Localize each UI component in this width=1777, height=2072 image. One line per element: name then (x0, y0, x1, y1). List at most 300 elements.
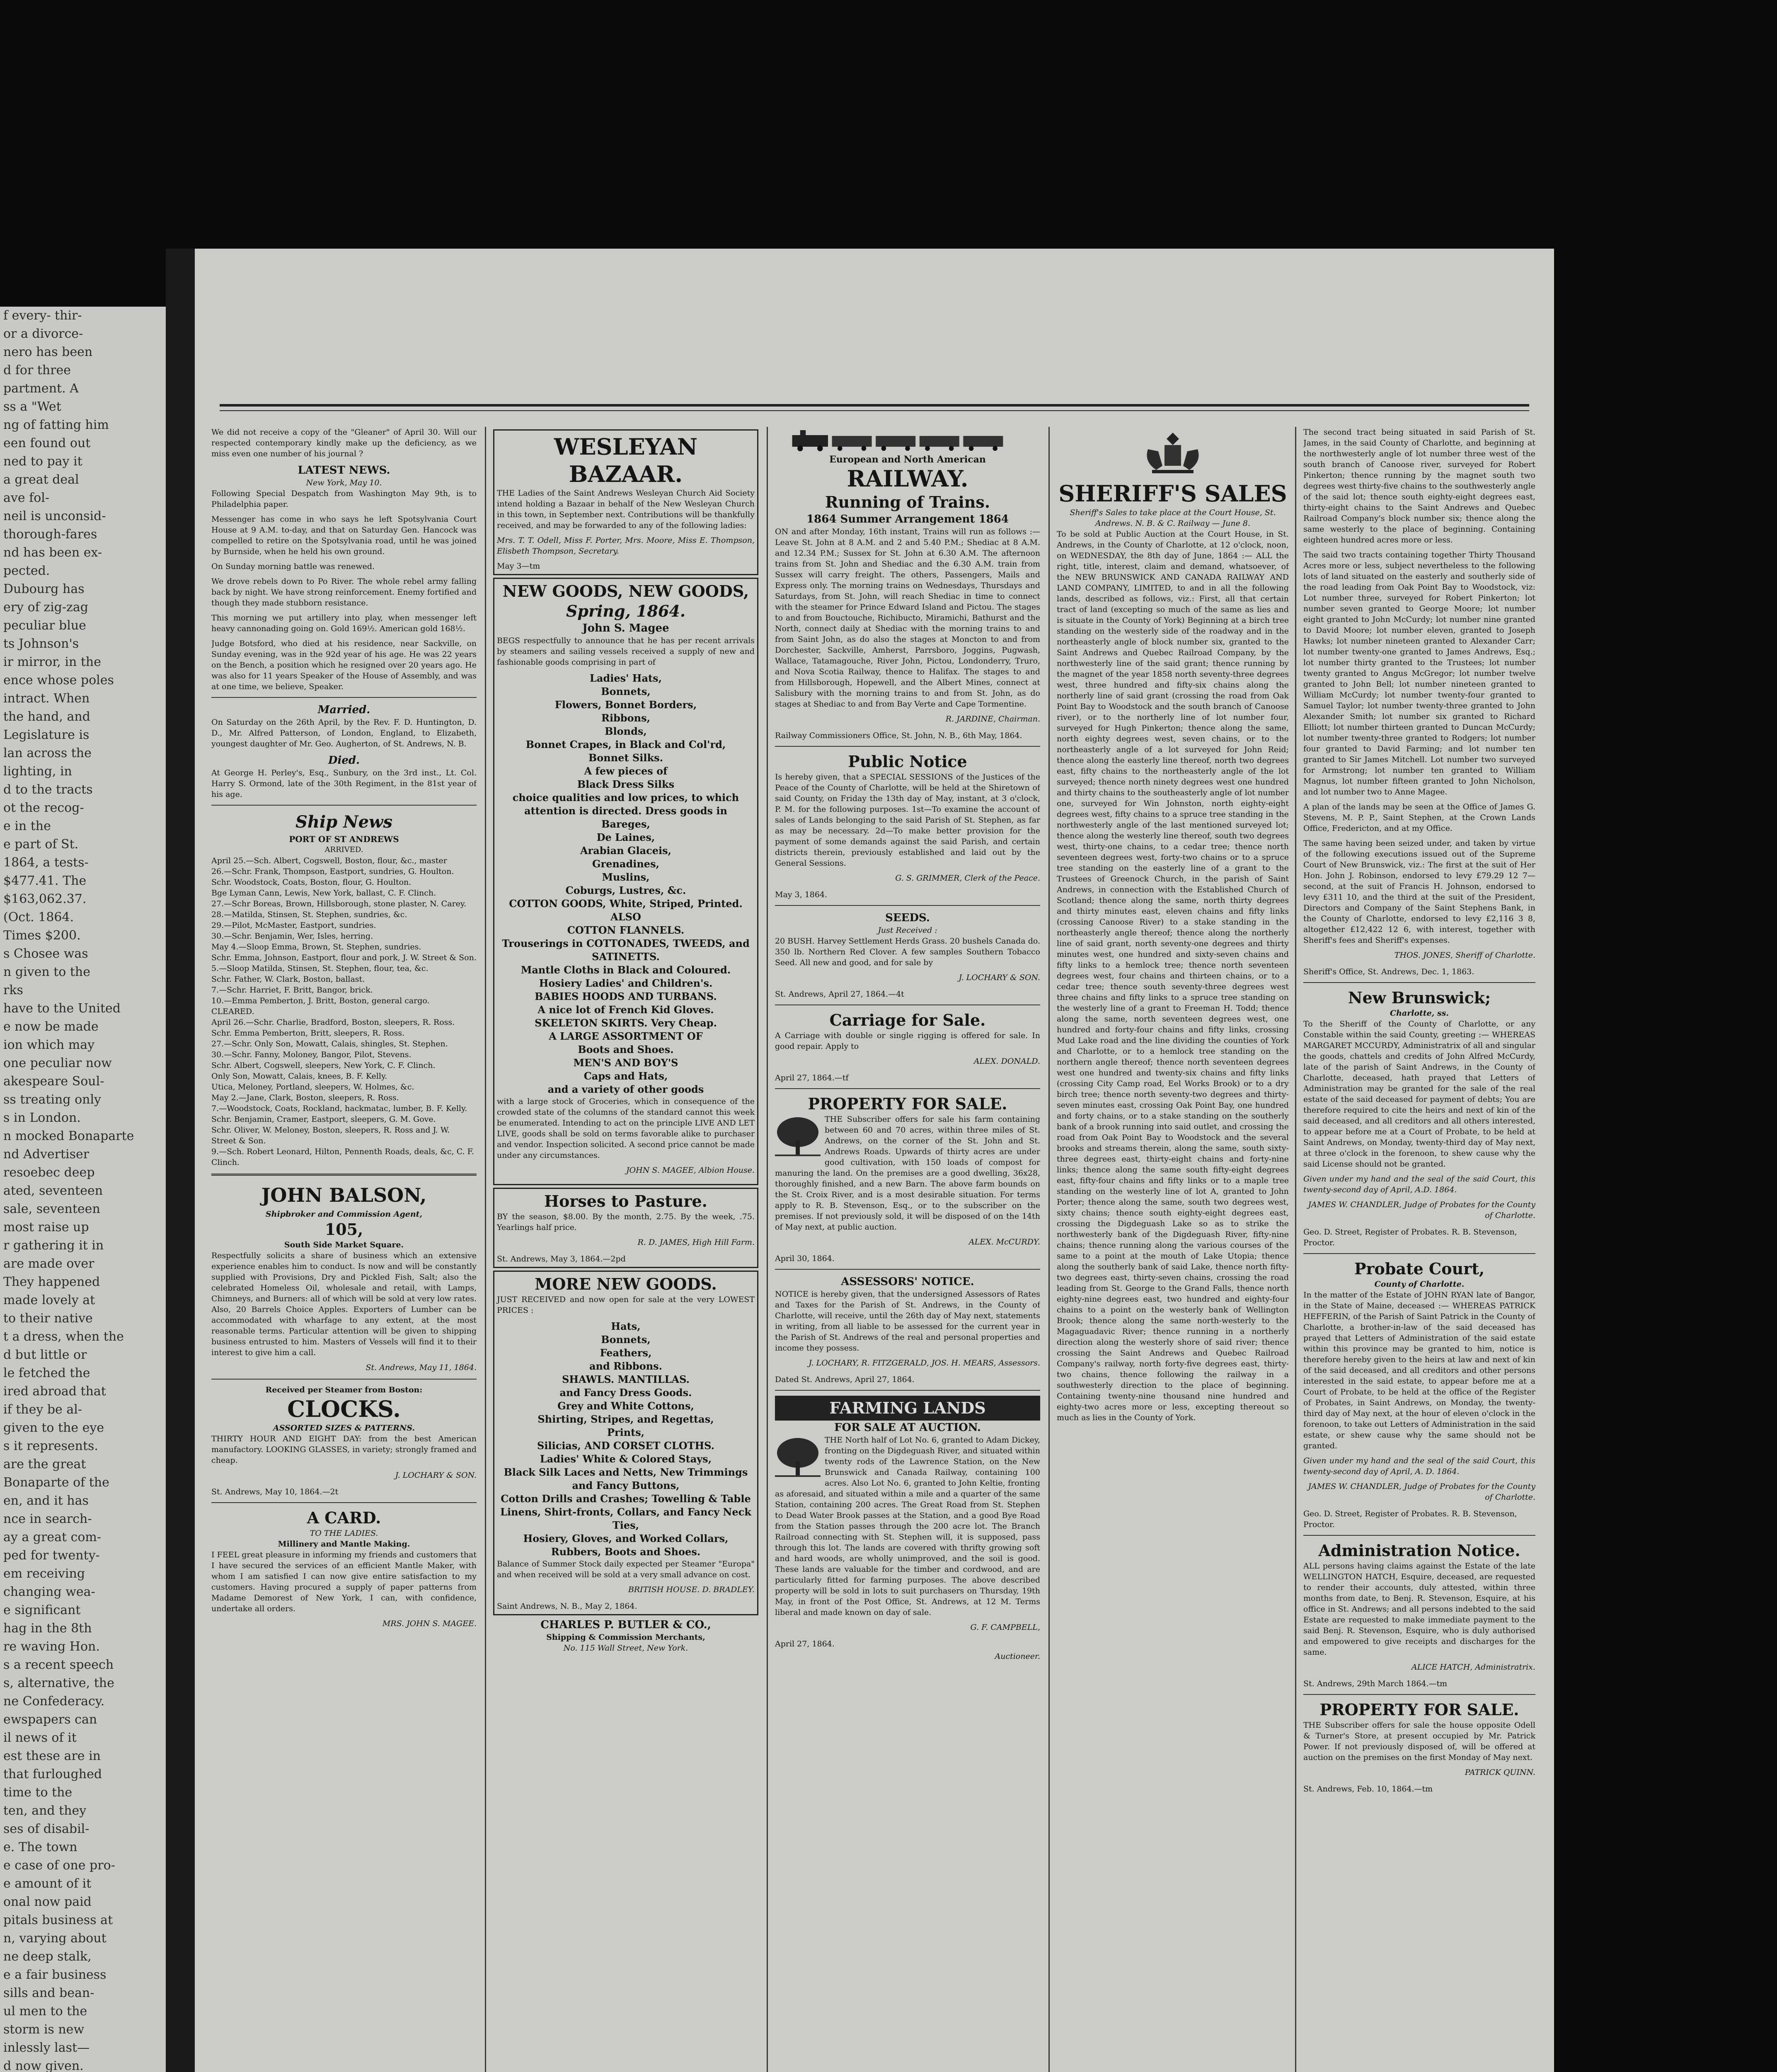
property-sale-signature: PATRICK QUINN. (1465, 1768, 1535, 1777)
ship-entry: Schr. Woodstock, Coats, Boston, flour, G. Houlton. (211, 878, 412, 887)
previous-page-text-line: e a fair business (3, 1968, 107, 1982)
divider (1303, 1694, 1535, 1695)
new-goods-item: Bonnets, (601, 685, 651, 697)
column-2 (493, 427, 758, 2072)
more-goods-item: Prints, (607, 1426, 645, 1438)
seeds-signature: J. LOCHARY & SON. (959, 973, 1040, 982)
previous-page-text-line: peculiar blue (3, 618, 86, 633)
carriage-body: A Carriage with double or single rigging is offered for sale. In good repair. Apply to (775, 1031, 1040, 1051)
column-4 (1057, 427, 1289, 2072)
previous-page-text-line: ence whose poles (3, 673, 114, 687)
ship-entry: 30.—Schr. Fanny, Moloney, Bangor, Pilot, Stevens. (211, 1050, 412, 1059)
masthead-rule-thin (220, 410, 1529, 411)
more-goods-signature: BRITISH HOUSE. D. BRADLEY. (628, 1585, 755, 1594)
new-goods-item: Bonnet Silks. (588, 752, 663, 764)
sheriff-intro: Sheriff's Sales to take place at the Court House, St. Andrews. N. B. & C. Railway — June 8. (1070, 508, 1276, 528)
new-goods-item: and a variety of other goods (547, 1083, 704, 1095)
previous-page-text-line: e significant (3, 1603, 81, 1617)
balson-body: Respectfully solicits a share of business which an extensive experience enables him to conduct. Is now and will be constantly supplied with Provisions, Dry and Pickled Fish, Salt; also the celebrated Homeless Oil, wholesale and retail, with Lamps, Chimneys, and Burners: all of which will be sold at very low rates. Also, 20 Barrels Choice Apples. Exporters of Lumber can be accommodated with wharfage to any extent, at the most reasonable terms. Particular attention will be given to shipping business entrusted to him. Masters of Vessels will find it to their interest to give him a call. (211, 1251, 477, 1357)
previous-page-text-line: ten, and they (3, 1803, 87, 1818)
balson-date: St. Andrews, May 11, 1864. (366, 1363, 477, 1372)
previous-page-text-line: est these are in (3, 1749, 101, 1763)
previous-page-text-line: ne deep stalk, (3, 1949, 92, 1964)
latest-dateline: New York, May 10. (306, 478, 382, 487)
more-goods-item: Hats, (611, 1320, 641, 1332)
previous-page-text-line: n, varying about (3, 1931, 107, 1946)
more-goods-item: Grey and White Cottons, (557, 1400, 694, 1412)
railway-body: ON and after Monday, 16th instant, Trains will run as follows :— Leave St. John at 8 A.M. and 2 and 5.40 P.M.; Shediac at 8 A.M. and 12.34 P.M.; Sussex for St. John at 6.30 A.M. The afternoon trains from St. John and Shediac and the 6.30 A.M. train from Sussex will carry freight. The others, Passengers, Mails and Express only. The morning trains on Wednesdays, Thursdays and Saturdays, from St. John, will reach Shediac in time to connect with the steamer for Prince Edward Island and Pictou. The stages to and from Bouctouche, Richibucto, Miramichi, Bathurst and the North, connect daily at Shediac with the morning trains to and from Saint John, as do also the stages at Moncton to and from Dorchester, Sackville, Amherst, Parrsboro, Joggins, Pugwash, Wallace, Tatamagouche, River John, Pictou, Londonderry, Truro, and Nova Scotia Railway, thence to Halifax. The stages to and from Hillsborough, Hopewell, and the Albert Mines, connect at Salisbury with the morning trains to and from St. John, as do stages at Shediac to and from Bay Verte and Cape Tormentine. (775, 527, 1040, 709)
nb-body: To the Sheriff of the County of Charlotte, or any Constable within the said County, greeting :— WHEREAS MARGARET MCCURDY, Administratrix of all and singular the goods, chattels and credits of John Alfred McCurdy, late of the parish of Saint Andrews, in the County of Charlotte, deceased, hath prayed that Letters of Administration may be granted for the sale of the real estate of the said deceased for payment of debts; You are therefore required to cite the heirs and next of kin of the said deceased, and all creditors and all others interested, to appear before me at a Court of Probate, to be held at Saint Andrews, on Monday, twenty-third day of May next, at three o'clock in the forenoon, to shew cause why the said License should not be granted. (1303, 1019, 1535, 1169)
previous-page-text-line: partment. A (3, 381, 79, 396)
divider (211, 1502, 477, 1503)
new-goods-item: Caps and Hats, (583, 1070, 668, 1082)
card-subtitle-2: Millinery and Mantle Making. (278, 1539, 410, 1549)
property-body: THE Subscriber offers for sale his farm containing between 60 and 70 acres, within three miles of St. Andrews, on the corner of the St. John and St. Andrews Roads. Upwards of thirty acres are under good cultivation, with 150 loads of compost for manuring the land. On the premises are a good dwelling, 36x28, thoroughly finished, and a new Barn. The above farm bounds on the St. Croix River, and is a most desirable situation. For terms apply to R. B. Stevenson, Esq., or to the subscriber on the premises. If not previously sold, it will be disposed of on the 14th of May next, at public auction. (775, 1115, 1040, 1232)
latest-p3: On Sunday morning battle was renewed. (211, 562, 375, 571)
previous-page-text-line: lan across the (3, 746, 92, 760)
previous-page-text-line: changing wea- (3, 1585, 95, 1599)
horses-date: St. Andrews, May 3, 1864.—2pd (497, 1254, 626, 1264)
previous-page-text-line: f every- thir- (3, 308, 82, 323)
more-goods-item: Feathers, (600, 1347, 652, 1359)
seeds-body: 20 BUSH. Harvey Settlement Herds Grass. 20 bushels Canada do. 350 lb. Northern Red Clover. A few samples Southern Tobacco Seed. All new and good, and for sale by (775, 937, 1040, 967)
horses-signature: R. D. JAMES, High Hill Farm. (637, 1238, 755, 1247)
sheriff-heading: SHERIFF'S SALES (1058, 480, 1287, 507)
balson-subtitle: Shipbroker and Commission Agent, (265, 1210, 423, 1219)
railway-heading-4: 1864 Summer Arrangement 1864 (806, 513, 1009, 525)
ship-entry: Only Son, Mowatt, Calais, knees, B. F. Kelly. (211, 1072, 387, 1081)
property-sale-date: St. Andrews, Feb. 10, 1864.—tm (1303, 1784, 1433, 1794)
farming-role: Auctioneer. (995, 1652, 1040, 1661)
more-goods-item: Silicias, AND CORSET CLOTHS. (537, 1440, 714, 1452)
tree-illustration (775, 1116, 821, 1157)
seeds-heading: SEEDS. (885, 912, 930, 924)
previous-page-text-line: s a recent speech (3, 1658, 114, 1672)
ship-entry: 9.—Sch. Robert Leonard, Hilton, Pennenth Roads, deals, &c, C. F. Clinch. (211, 1147, 474, 1167)
divider (775, 1390, 1040, 1391)
divider (211, 1174, 477, 1176)
ship-entry: 27.—Schr Boreas, Brown, Hillsborough, stone plaster, N. Carey. (211, 899, 467, 908)
new-goods-item: Black Dress Silks (577, 778, 675, 790)
ship-entry: Schr. Oliver, W. Meloney, Boston, sleepers, R. Ross and J. W. Street & Son. (211, 1126, 450, 1145)
newspaper-page (195, 249, 1554, 2072)
previous-page-text-line: Times $200. (3, 928, 81, 943)
column-rule (1048, 427, 1050, 2072)
arrived-label: ARRIVED. (324, 845, 363, 854)
new-goods-item: Arabian Glaceis, (580, 845, 672, 857)
ship-entry: 29.—Pilot, McMaster, Eastport, sundries. (211, 921, 376, 930)
balson-heading: JOHN BALSON, (261, 1184, 427, 1206)
sheriff-body: To be sold at Public Auction at the Court House, in St. Andrews, in the County of Charlotte, at 12 o'clock, noon, on WEDNESDAY, the 8th day of June, 1864 :— ALL the right, title, interest, claim and demand, whatsoever, of the NEW BRUNSWICK AND CANADA RAILWAY AND LAND COMPANY, LIMITED, to and in all the following lands, described as follows, viz.: First, all that certain tract of land (excepting so much of the same as lies and is situate in the County of York) Beginning at a birch tree standing on the westerly side of the roadway and in the northeasterly angle of block number six, granted to the Saint Andrews and Quebec Railroad Company, by the northwesterly line of the said grant; thence running by the magnet of the year 1858 north seventy-three degrees west, three hundred and fifty-six chains along the northerly line of said grant (crossing the road from Oak Point Bay to Woodstock and the south branch of Canoose river), or to the northerly line of lot number four, surveyed for Hugh Pinkerton; thence along the same, north eighty degrees west, seven chains, or to the northeasterly angle of a lot surveyed for John Reid; thence along the easterly line thereof, north two degrees east, fifty chains to the northeasterly angle of the lot surveyed; thence north ninety degrees west one hundred and thirty chains to the southeasterly angle of lot number one, surveyed for Win Johnston, north eighty-eight degrees west, fifty chains to a spruce tree standing in the northwesterly angle of the last mentioned surveyed lot; thence along the westerly line thereof, south two degrees west, thirty-one chains, to a cedar tree; thence north seventeen degrees west, forty-two chains or to a spruce tree standing on the easterly line of a grant to the Trustees of Greenock Church, in the parish of Saint Andrews, in connection with the Established Church of Scotland; thence along the same, north thirty degrees and thirty minutes east, eleven chains and fifty links (crossing Canoose River) to a stake standing in the northeasterly angle thereof; thence along the northerly line of said grant, north seventy-one degrees and thirty minutes west, one hundred and sixty-seven chains and fifty links to a hemlock tree; thence north seventeen degrees west, four chains and thirteen chains, or to a cedar tree; thence south seventy-three degrees west three chains and fifty links to a spruce tree standing on the westerly line of a grant to Freeman H. Todd; thence along the same, north seventeen degrees west, one hundred and forty-four chains and fifty links, crossing Mud Lake road and the line dividing the counties of York and Charlotte, or to a hemlock tree standing on the northern angle thereof; thence north seventeen degrees west one hundred and twenty-six chains and fifty links (crossing City Camp road, Eel Works Brook) or to a dry birch tree; thence north seventy-two degrees and thirty-seven minutes east, crossing Oak Point Bay, one hundred and forty chains, or to a stake standing on the southerly bank of a brook running into said outlet, and crossing the road from Oak Point Bay to Woodstock and the several brooks and streams therein, along the same, south sixty-three degrees east, thirty-eight chains and forty-nine links; thence along the same south fifty-eight degrees east, fifty-four chains and fifty links or to a maple tree standing on the westerly line of lot A, granted to John Porter; thence along the same, south two degrees west, sixty chains; thence south eighty-eight degrees east, crossing the Digdeguash Lake so as to strike the northwesterly bank of the Digdeguash River, fifty-nine chains; thence running along the various courses of the same to a point at the mouth of Lake Utopia; thence along the southerly bank of said Lake, thence north fifty-two degrees east, thirty-seven chains, crossing the road leading from St. George to the Grand Falls, thence north eighty-nine degrees east, two hundred and eighty-four chains to a point on the westerly bank of Wellington Brook; thence along the same north-westerly to the Magaguadavic River; thence running in a northerly direction along the westerly shore of said river; thence crossing the Saint Andrews and Quebec Railroad Company's railway, north forty-five degrees east, thirty-two chains, thence following the railway in a southwesterly direction to the place of beginning. Containing twenty-nine thousand nine hundred and eighty-two acres more or less, excepting thereout so much as lies in the County of York. (1057, 530, 1289, 1422)
more-goods-heading: MORE NEW GOODS. (535, 1275, 717, 1293)
column-rule (485, 427, 486, 2072)
ship-entry: CLEARED. (211, 1007, 254, 1016)
previous-page-text-line: or a divorce- (3, 327, 83, 341)
property-sale-heading: PROPERTY FOR SALE. (1319, 1700, 1519, 1719)
railway-heading-3: Running of Trains. (825, 493, 990, 511)
assessors-signature: J. LOCHARY, R. FITZGERALD, JOS. H. MEARS, Assessors. (809, 1358, 1040, 1368)
railway-signature: R. JARDINE, Chairman. (945, 714, 1040, 724)
more-goods-item: Black Silk Laces and Netts, New Trimmings and Fancy Buttons, (504, 1466, 748, 1491)
married-notice: On Saturday on the 26th April, by the Rev. F. D. Huntington, D. D., Mr. Alfred Patterson, of London, England, to Elizabeth, youngest daughter of Mr. Geo. Augherton, of St. Andrews, N. B. (211, 718, 477, 748)
balson-number: 105, (324, 1220, 363, 1239)
butler-heading: CHARLES P. BUTLER & CO., (540, 1619, 711, 1631)
public-notice-signature: G. S. GRIMMER, Clerk of the Peace. (895, 874, 1040, 883)
new-goods-item: Bareges, (601, 818, 650, 830)
previous-page-text-line: are the great (3, 1457, 86, 1472)
latest-p2: Messenger has come in who says he left Spotsylvania Court House at 9 A.M. to-day, and that on Saturday Gen. Hancock was compelled to retire on the Spotsylvania road, until he was joined by Burnside, when he held his own ground. (211, 515, 477, 556)
new-goods-items (497, 672, 755, 1096)
new-goods-signature: JOHN S. MAGEE, Albion House. (626, 1166, 755, 1175)
new-goods-item: BABIES HOODS AND TURBANS. (535, 990, 717, 1002)
previous-page-text-line: pected. (3, 564, 50, 578)
previous-page-text-line: have to the United (3, 1001, 121, 1016)
previous-page-text-line: s, alternative, the (3, 1676, 114, 1690)
died-notice: At George H. Perley's, Esq., Sunbury, on the 3rd inst., Lt. Col. Harry S. Ormond, late of the 30th Regiment, in the 81st year of his age. (211, 768, 477, 799)
masthead-rule (220, 404, 1529, 407)
new-goods-item: A few pieces of (584, 765, 668, 777)
ship-entry: 28.—Matilda, Stinsen, St. Stephen, sundries, &c. (211, 910, 407, 919)
farming-subtitle: FOR SALE AT AUCTION. (834, 1421, 981, 1434)
more-goods-body: JUST RECEIVED and now open for sale at the very LOWEST PRICES : (497, 1295, 755, 1315)
probate-subtitle: County of Charlotte. (1374, 1280, 1465, 1289)
previous-page-text-line: sills and bean- (3, 1986, 94, 2000)
previous-page-text-line: (Oct. 1864. (3, 910, 74, 925)
previous-page-text-line: a great deal (3, 472, 79, 487)
new-goods-ad (493, 578, 758, 1185)
farming-body: THE North half of Lot No. 6, granted to Adam Dickey, fronting on the Digdeguash River, and situated within twenty rods of the Lawrence Station, on the New Brunswick and Canada Railway, containing 100 acres. Also Lot No. 6, granted to John Keltie, fronting as aforesaid, and situated within a mile and a quarter of the same Station, containing 200 acres. The Great Road from St. Stephen to Dead Water Brook passes at the Station, and a good Bye Road from the Station passes through the 200 acre lot. The Branch Railroad connecting with St. Stephen will, it is supposed, pass through this lot. The lands are covered with thrifty growing soft and hard woods, are wholly unimproved, and the soil is good. These lands are valuable for the timber and cordwood, and are particularly fitted for farming purposes. The above described property will be sold in lots to suit purchasers on Thursday, 19th May, in front of the Post Office, St. Andrews, at 12 M. Terms liberal and made known on day of sale. (775, 1435, 1040, 1617)
card-signature: MRS. JOHN S. MAGEE. (382, 1619, 477, 1628)
previous-page-text-line: ts Johnson's (3, 637, 79, 651)
previous-page-text-line: time to the (3, 1785, 73, 1800)
previous-page-text-line: nce in search- (3, 1512, 92, 1526)
previous-page-text-line: sale, seventeen (3, 1202, 100, 1216)
new-goods-item: Muslins, (602, 871, 650, 883)
previous-page-text-line: een found out (3, 436, 91, 450)
previous-page-text-line: storm is new (3, 2022, 85, 2037)
previous-page-text-line: r gathering it in (3, 1238, 104, 1253)
previous-page-text-line: ewspapers can (3, 1712, 97, 1727)
probate-given: Given under my hand and the seal of the said Court, this twenty-second day of April, A. D. 1864. (1303, 1456, 1535, 1476)
train-illustration (788, 429, 1027, 452)
new-goods-merchant: John S. Magee (582, 622, 669, 634)
gleaner-note: We did not receive a copy of the "Gleaner" of April 30. Will our respected contemporary kindly make up the deficiency, as we miss even one number of his journal ? (211, 428, 477, 458)
previous-page-text-line: lighting, in (3, 764, 72, 779)
previous-page-text-line: e in the (3, 819, 51, 833)
more-goods-item: Shirting, Stripes, and Regettas, (537, 1413, 714, 1425)
card-subtitle: TO THE LADIES. (310, 1529, 378, 1538)
seeds-subtitle: Just Received : (878, 926, 937, 935)
previous-page-text-line: $163,062.37. (3, 892, 87, 906)
previous-page-text-line: ses of disabil- (3, 1822, 90, 1836)
new-goods-heading: NEW GOODS, NEW GOODS, (502, 582, 749, 600)
new-goods-body-2: with a large stock of Groceries, which in consequence of the crowded state of the columns of the standard cannot this week be enumerated. Intending to act on the principle LIVE AND LET LIVE, goods shall be sold on terms favorable alike to purchaser and vendor. Inspection solicited. A second price cannot be made under any circumstances. (497, 1097, 755, 1160)
nb-register: Geo. D. Street, Register of Probates. R. B. Stevenson, Proctor. (1303, 1227, 1517, 1247)
ship-entry: April 25.—Sch. Albert, Cogswell, Boston, flour, &c., master (211, 856, 447, 865)
previous-page-text-line: $477.41. The (3, 874, 87, 888)
previous-page-text-line: if they be al- (3, 1402, 82, 1417)
more-goods-item: Bonnets, (601, 1334, 651, 1346)
ship-entry: Schr. Father, W. Clark, Boston, ballast. (211, 975, 365, 984)
divider (211, 1379, 477, 1380)
previous-page-text-line: rks (3, 983, 23, 997)
divider (1303, 1253, 1535, 1254)
ship-entry: Schr. Benjamin, Cramer, Eastport, sleepers, G. M. Gove. (211, 1115, 436, 1124)
previous-page-text-line: ot the recog- (3, 801, 84, 815)
column-5 (1303, 427, 1535, 2072)
assessors-date: Dated St. Andrews, April 27, 1864. (775, 1375, 915, 1384)
new-goods-item: Flowers, Bonnet Borders, (554, 699, 697, 711)
previous-page-text-line: t a dress, when the (3, 1329, 124, 1344)
carriage-signature: ALEX. DONALD. (973, 1057, 1040, 1066)
horses-ad (493, 1188, 758, 1268)
assessors-body: NOTICE is hereby given, that the undersigned Assessors of Rates and Taxes for the Parish of St. Andrews, in the County of Charlotte, will receive, until the 26th day of May next, statements in writing, from all liable to be assessed for the current year in the Parish of St. Andrews of the real and personal properties and income they possess. (775, 1290, 1040, 1353)
ship-entry: Schr. Emma, Johnson, Eastport, flour and pork, J. W. Street & Son. (211, 953, 477, 962)
bazaar-date: May 3—tm (497, 562, 540, 571)
probate-register: Geo. D. Street, Register of Probates. R. B. Stevenson, Proctor. (1303, 1509, 1517, 1529)
previous-page-text-line: most raise up (3, 1220, 89, 1234)
property-date: April 30, 1864. (775, 1254, 835, 1263)
new-goods-item: De Laines, (596, 831, 655, 843)
previous-page-text-line: given to the eye (3, 1421, 104, 1435)
botsford-item: Judge Botsford, who died at his residence, near Sackville, on Sunday evening, was in the 92d year of his age. He was 22 years on the Bench, a position which he resigned over 20 years ago. He was also for 11 years Speaker of the House of Assembly, and was at one time, we believe, Speaker. (211, 639, 477, 691)
page-gutter (166, 249, 195, 2072)
probate-signature: JAMES W. CHANDLER, Judge of Probates for the County of Charlotte. (1308, 1482, 1535, 1502)
ship-entry: May 2.—Jane, Clark, Boston, sleepers, R. Ross. (211, 1093, 399, 1102)
previous-page-text-line: ired abroad that (3, 1384, 106, 1399)
probate-heading: Probate Court, (1354, 1259, 1485, 1278)
new-goods-item: Ribbons, (601, 712, 650, 724)
ship-entry: Bge Lyman Cann, Lewis, New York, ballast, C. F. Clinch. (211, 888, 436, 898)
new-goods-item: Mantle Cloths in Black and Coloured. (521, 964, 731, 976)
previous-page-text-line: ave fol- (3, 491, 50, 505)
clocks-preamble: Received per Steamer from Boston: (265, 1385, 423, 1394)
railway-heading-1: European and North American (829, 454, 986, 465)
property-signature: ALEX. McCURDY. (968, 1237, 1040, 1247)
horses-body: BY the season, $8.00. By the month, 2.75. By the week, .75. Yearlings half price. (497, 1212, 755, 1232)
horses-heading: Horses to Pasture. (544, 1192, 707, 1210)
new-goods-item: Hosiery Ladies' and Children's. (539, 977, 713, 989)
divider (211, 697, 477, 698)
ship-entry: 7.—Woodstock, Coats, Rockland, hackmatac, lumber, B. F. Kelly. (211, 1104, 467, 1113)
column-1 (211, 427, 477, 2072)
previous-page-text-line: resoebec deep (3, 1165, 95, 1180)
farming-date: April 27, 1864. (775, 1639, 835, 1648)
more-goods-item: Cotton Drills and Crashes; Towelling & Table Linens, Shirt-fronts, Collars, and Fancy Neck Ties, (500, 1493, 751, 1531)
previous-page-text-line: ion which may (3, 1038, 95, 1052)
previous-page-text-line: ned to pay it (3, 454, 82, 469)
bazaar-heading: WESLEYAN BAZAAR. (554, 433, 698, 487)
ship-entry: May 4.—Sloop Emma, Brown, St. Stephen, sundries. (211, 942, 421, 951)
clocks-date: St. Andrews, May 10, 1864.—2t (211, 1487, 339, 1496)
more-goods-item: SHAWLS. MANTILLAS. (562, 1373, 690, 1385)
new-goods-item: Blonds, (605, 725, 647, 737)
royal-crest-icon (1140, 428, 1206, 478)
new-goods-item: ALSO (610, 911, 641, 923)
divider (211, 805, 477, 806)
ship-entry: 30.—Schr. Benjamin, Wer, Isles, herring. (211, 932, 373, 941)
sheriff-body-4: A plan of the lands may be seen at the Office of James G. Stevens, M. P. P., Saint Stephen, at the Crown Lands Office, Fredericton, and at my Office. (1303, 802, 1535, 833)
divider (775, 1269, 1040, 1270)
new-goods-item: Grenadines, (592, 858, 659, 870)
previous-page-text-line: d to the tracts (3, 782, 93, 797)
previous-page-text-line: ul men to the (3, 2004, 87, 2019)
clocks-body: THIRTY HOUR AND EIGHT DAY: from the best American manufactory. LOOKING GLASSES, in variety; strongly framed and cheap. (211, 1434, 477, 1465)
more-goods-item: and Ribbons. (589, 1360, 663, 1372)
bazaar-names: Mrs. T. T. Odell, Miss F. Porter, Mrs. Moore, Miss E. Thompson, Elisbeth Thompson, Secretary. (497, 536, 755, 556)
butler-address: No. 115 Wall Street, New York. (563, 1644, 688, 1653)
more-goods-item: Ladies' White & Colored Stays, (540, 1453, 712, 1465)
previous-page-text-line: Legislature is (3, 728, 90, 742)
tree-illustration (775, 1436, 821, 1478)
divider (1303, 1535, 1535, 1536)
property-heading: PROPERTY FOR SALE. (808, 1094, 1007, 1113)
new-goods-item: Coburgs, Lustres, &c. (565, 884, 686, 896)
divider (1303, 982, 1535, 983)
new-goods-item: COTTON GOODS, White, Striped, Printed. (509, 898, 743, 910)
clocks-subtitle: ASSORTED SIZES & PATTERNS. (273, 1423, 415, 1433)
more-goods-item: Hosiery, Gloves, and Worked Collars, Rubbers, Boots and Shoes. (523, 1532, 729, 1558)
previous-page-text-line: e now be made (3, 1019, 99, 1034)
column-rule (767, 427, 768, 2072)
new-goods-item: Ladies' Hats, (590, 672, 662, 684)
more-goods-body-2: Balance of Summer Stock daily expected per Steamer "Europa" and when received will be sold at a very small advance on cost. (497, 1559, 755, 1579)
previous-page-text-line: inlessly last— (3, 2041, 90, 2055)
previous-page-text-line: e part of St. (3, 837, 79, 852)
ship-entry: Schr. Emma Pemberton, Britt, sleepers, R. Ross. (211, 1029, 405, 1038)
property-sale-body: THE Subscriber offers for sale the house opposite Odell & Turner's Store, at present occupied by Mr. Patrick Power. If not previously disposed of, will be offered at auction on the premises on the first Monday of May next. (1303, 1721, 1535, 1762)
more-goods-date: Saint Andrews, N. B., May 2, 1864. (497, 1602, 637, 1611)
previous-page-text-line: Dubourg has (3, 582, 85, 596)
admin-date: St. Andrews, 29th March 1864.—tm (1303, 1679, 1448, 1688)
latest-p5: This morning we put artillery into play, when messenger left heavy cannonading going on. Gold 169½. American gold 168½. (211, 613, 477, 633)
previous-page-text-line: e amount of it (3, 1876, 92, 1891)
previous-page-text-line: d but little or (3, 1348, 87, 1362)
sheriff-body-3: The said two tracts containing together Thirty Thousand Acres more or less, subject nevertheless to the following lots of land situated on the easterly and southerly side of the road leading from Oak Point Bay to Woodstock, viz: Lot number three, surveyed for Robert Pinkerton; lot number seven granted to George Moore; lot number eight granted to John McCurdy; lot number nine granted to David Moore; lot number eleven, granted to Joseph Hawks; lot number nineteen granted to Alexander Carr; lot number twenty-one granted to James Andrews, Esq.; lot number thirty granted to the Trustees; lot number twenty granted to Angus McGregor; lot number twelve granted to John Bell; lot number nineteen granted to William McCurdy; lot number twenty-four granted to Samuel Taylor; lot number twenty-three granted to John Alexander Smith; lot number six granted to Richard Elliott; lot number thirteen granted to Duncan McCurdy; lot number twenty-three granted to Rodgers; lot number four granted to David Farming; and lot number ten granted to Sir James Mitchell. Lot number two surveyed for Armstrong; lot number ten granted to William Magnus, lot number fifteen granted to John Nicholson, and lot number two to Anne Magee. (1303, 550, 1535, 796)
port-heading: PORT OF ST ANDREWS (289, 834, 399, 844)
new-goods-item: Boots and Shoes. (578, 1043, 674, 1055)
previous-page-text-line: ay a great com- (3, 1530, 102, 1544)
ship-news-heading: Ship News (295, 812, 393, 832)
previous-page-text-line: neil is unconsid- (3, 509, 106, 523)
divider (775, 1088, 1040, 1089)
previous-page-text-line: ne Confederacy. (3, 1694, 105, 1709)
new-goods-item: MEN'S AND BOY'S (573, 1057, 678, 1069)
admin-body: ALL persons having claims against the Estate of the late WELLINGTON HATCH, Esquire, deceased, are requested to render their accounts, duly attested, within three months from date, to Benj. R. Stevenson, Esquire, at his office in St. Andrews; and all persons indebted to the said Estate are requested to make immediate payment to the said Benj. R. Stevenson, Esquire, who is duly authorised and empowered to give receipts and discharges for the same. (1303, 1561, 1535, 1657)
previous-page-text-line: ped for twenty- (3, 1548, 100, 1563)
previous-page-text-line: le fetched the (3, 1366, 90, 1380)
more-goods-ad (493, 1271, 758, 1615)
previous-page-text-line: 1864, a tests- (3, 855, 89, 870)
railway-office: Railway Commissioners Office, St. John, N. B., 6th May, 1864. (775, 731, 1022, 740)
previous-page-text-line: ng of fatting him (3, 418, 109, 432)
previous-page-text-line: s it represents. (3, 1439, 98, 1453)
more-goods-items (497, 1320, 755, 1559)
nb-heading: New Brunswick; (1348, 988, 1491, 1007)
divider (775, 746, 1040, 747)
new-goods-body: BEGS respectfully to announce that he has per recent arrivals by steamers and sailing vessels received a supply of new and fashionable goods comprising in part of (497, 636, 755, 667)
clocks-heading: CLOCKS. (287, 1396, 401, 1422)
ship-entry: 7.—Schr. Harriet, F. Britt, Bangor, brick. (211, 985, 373, 995)
previous-page-text-line: e case of one pro- (3, 1858, 115, 1873)
previous-page-text-line: ss a "Wet (3, 399, 61, 414)
previous-page-text-line: ated, seventeen (3, 1184, 103, 1198)
latest-p1: Following Special Despatch from Washington May 9th, is to Philadelphia paper. (211, 489, 477, 509)
sheriff-date: Sheriff's Office, St. Andrews, Dec. 1, 1863. (1303, 967, 1474, 976)
previous-page-text-line: s Chosee was (3, 946, 88, 961)
died-heading: Died. (328, 754, 360, 767)
previous-page-text-line: nd Advertiser (3, 1147, 90, 1162)
butler-subtitle: Shipping & Commission Merchants, (546, 1633, 705, 1642)
sheriff-signature: THOS. JONES, Sheriff of Charlotte. (1394, 951, 1535, 960)
previous-page-text-line: are made over (3, 1256, 94, 1271)
admin-signature: ALICE HATCH, Administratrix. (1411, 1663, 1535, 1672)
previous-page-text-line: re waving Hon. (3, 1639, 100, 1654)
new-goods-item: COTTON FLANNELS. (567, 924, 685, 936)
bazaar-body: THE Ladies of the Saint Andrews Wesleyan Church Aid Society intend holding a Bazaar in behalf of the New Wesleyan Church in this town, in September next. Contributions will be thankfully received, and may be forwarded to any of the following ladies: (497, 489, 755, 530)
previous-page-fragment (0, 307, 166, 2072)
card-heading: A CARD. (307, 1508, 381, 1527)
column-3 (775, 427, 1040, 2072)
married-heading: Married. (317, 704, 370, 716)
new-goods-item: Trouserings in COTTONADES, TWEEDS, and SATINETTS. (502, 937, 750, 963)
railway-heading-2: RAILWAY. (847, 465, 968, 492)
new-goods-item: A LARGE ASSORTMENT OF (549, 1030, 703, 1042)
sheriff-body-5: The same having been seized under, and taken by virtue of the following executions issued out of the Supreme Court of New Brunswick, viz.: The first at the suit of Her Hon. John J. Robinson, endorsed to levy £79.29 12 7—second, at the suit of Francis H. Johnson, endorsed to levy £311 10, and the third at the suit of the President, Directors and Company of the Saint Stephens Bank, in the County of Charlotte, endorsed to levy £2,116 3 8, altogether £12,422 12 6, with interest, together with Sheriff's fees and Sheriff's expenses. (1303, 839, 1535, 945)
carriage-date: April 27, 1864.—tf (775, 1073, 849, 1082)
bazaar-ad (493, 429, 758, 575)
divider (775, 905, 1040, 906)
previous-page-text-line: ery of zig-zag (3, 600, 88, 615)
new-goods-item: A nice lot of French Kid Gloves. (537, 1004, 714, 1016)
assessors-heading: ASSESSORS' NOTICE. (841, 1276, 974, 1288)
previous-page-text-line: thorough-fares (3, 527, 97, 542)
card-body: I FEEL great pleasure in informing my friends and customers that I have secured the services of an efficient Mantle Maker, with whom I am satisfied I can now give entire satisfaction to my customers. Having procured a supply of paper patterns from Madame Demorest of New York, I can, with confidence, undertake all orders. (211, 1550, 477, 1613)
ship-entry: Utica, Meloney, Portland, sleepers, W. Holmes, &c. (211, 1082, 414, 1092)
previous-page-text-line: that furloughed (3, 1767, 102, 1782)
previous-page-text-line: n given to the (3, 965, 90, 979)
previous-page-text-line: ss treating only (3, 1092, 102, 1107)
balson-address: South Side Market Square. (284, 1240, 404, 1249)
farming-heading: FARMING LANDS (775, 1396, 1040, 1421)
previous-page-text-line: made lovely at (3, 1293, 95, 1307)
nb-subtitle: Charlotte, ss. (1390, 1009, 1449, 1018)
nb-signature: JAMES W. CHANDLER, Judge of Probates for the County of Charlotte. (1308, 1200, 1535, 1220)
new-goods-item: Bonnet Crapes, in Black and Col'rd, (525, 738, 726, 750)
previous-page-text-line: n mocked Bonaparte (3, 1129, 134, 1143)
latest-p4: We drove rebels down to Po River. The whole rebel army falling back by night. We have strong reinforcement. Enemy fortified and though they made stubborn resistance. (211, 577, 477, 608)
previous-page-text-line: il news of it (3, 1731, 77, 1745)
column-rule (1295, 427, 1296, 2072)
previous-page-text-line: the hand, and (3, 709, 90, 724)
public-notice-body: Is hereby given, that a SPECIAL SESSIONS of the Justices of the Peace of the County of Charlotte, will be held at the Shiretown of said County, on Friday the 13th day of May, instant, at 3 o'clock, P. M. for the following purposes. 1st—To examine the account of sales of Lands belonging to the said Parish of St. Stephen, as far as may be necessary. 2d—To make better provision for the payment of some demands against the said Parish, and certain districts therein, previously established and laid out by the General Sessions. (775, 772, 1040, 868)
new-goods-season: Spring, 1864. (566, 602, 686, 620)
seeds-date: St. Andrews, April 27, 1864.—4t (775, 990, 904, 999)
clocks-signature: J. LOCHARY & SON. (395, 1471, 477, 1480)
probate-body: In the matter of the Estate of JOHN RYAN late of Bangor, in the State of Maine, deceased :— WHEREAS PATRICK HEFFERIN, of the Parish of Saint Patrick in the County of Charlotte, a brother-in-law of the said deceased has prayed that Letters of Administration of the said estate within this province may be granted to him, notice is therefore hereby given to the heirs at law and next of kin of the said deceased, and all creditors and other persons interested in the said estate, to appear before me at a Court of Probate, to be held at the office of the Register of Probates, in Saint Andrews, on Monday, the twenty-third day of May next, at the hour of eleven o'clock in the forenoon, to take out Letters of Administration in the said estate, or shew cause why the same should not be granted. (1303, 1290, 1535, 1450)
new-goods-item: SKELETON SKIRTS. Very Cheap. (535, 1017, 717, 1029)
admin-heading: Administration Notice. (1318, 1541, 1520, 1560)
previous-page-text-line: s in London. (3, 1111, 81, 1125)
ship-entry: April 26.—Schr. Charlie, Bradford, Boston, sleepers, R. Ross. (211, 1018, 455, 1027)
public-notice-heading: Public Notice (848, 752, 967, 771)
farming-signature: G. F. CAMPBELL, (970, 1623, 1040, 1632)
previous-page-text-line: en, and it has (3, 1493, 89, 1508)
nb-given: Given under my hand and the seal of the said Court, this twenty-second day of April, A.D. 1864. (1303, 1174, 1535, 1194)
previous-page-text-line: akespeare Soul- (3, 1074, 104, 1089)
previous-page-text-line: nd has been ex- (3, 545, 102, 560)
carriage-heading: Carriage for Sale. (829, 1011, 986, 1029)
